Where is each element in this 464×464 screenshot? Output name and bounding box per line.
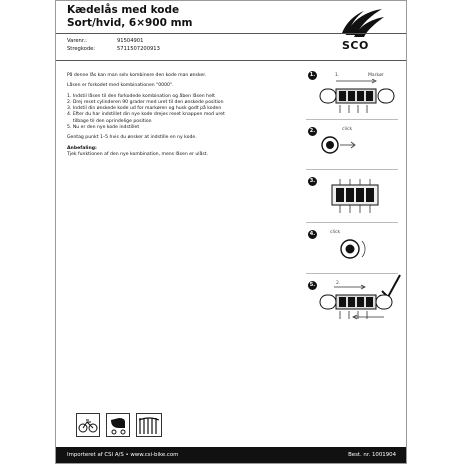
recommendation-text: Tjek funktionen af den nye kombination, mens låsen er ulåst. xyxy=(67,151,209,157)
step-number-1: 1. xyxy=(309,72,316,78)
intro-text: På denne lås kan man selv kombinere den kode man ønsker. xyxy=(67,73,207,78)
varenr-row xyxy=(67,38,143,45)
title-divider xyxy=(56,33,406,34)
step-number-2: 2. xyxy=(309,128,316,134)
gate-icon xyxy=(136,413,162,437)
product-sheet xyxy=(55,0,407,464)
step-illustrations xyxy=(306,67,402,327)
product-subtitle: Sort/hvid, 6×900 mm xyxy=(67,17,193,29)
brand-logo-text: SCO xyxy=(342,39,369,52)
stregkode-value: 5711507200913 xyxy=(117,46,160,52)
varenr-value: 91504901 xyxy=(117,38,144,44)
steps-list xyxy=(67,94,307,132)
reset-cylinder-counterclockwise-icon xyxy=(336,235,376,263)
step-divider xyxy=(306,169,398,170)
header xyxy=(56,1,406,61)
instructions-text xyxy=(67,73,307,158)
step-number-3: 3. xyxy=(309,178,316,184)
bicycle-icon xyxy=(76,413,100,437)
importer-text: Importeret af CSI A/S • www.csi-bike.com xyxy=(67,452,179,458)
step-divider xyxy=(306,222,398,223)
stregkode-label: Stregkode: xyxy=(67,46,96,52)
lock-closed-illustration-icon xyxy=(314,271,402,323)
step-item: 2. Drej reset cylinderen 90 grader med uret til den ønskede position xyxy=(67,99,224,105)
marker-label: Markør xyxy=(368,73,384,78)
factory-code-text: Låsen er forkodet med kombinationen "0000". xyxy=(67,83,174,89)
arrow-label-1: 1. xyxy=(335,73,340,78)
varenr-label: Varenr.: xyxy=(67,38,87,44)
step-item: tilbage til den oprindelige position xyxy=(67,118,152,124)
click-label-1: click xyxy=(342,127,353,132)
step-item: 3. Indstil din ønskede kode ud for markøren og husk godt på koden xyxy=(67,106,222,112)
click-label-2: click xyxy=(330,230,341,235)
lock-open-illustration-icon xyxy=(314,79,402,115)
step-number-4: 4. xyxy=(309,231,316,237)
step-item: 1. Indstil låsen til den forkodede kombination og åben låsen helt xyxy=(67,93,215,99)
code-dials-illustration-icon xyxy=(330,177,380,217)
stroller-icon xyxy=(106,413,130,437)
product-title: Kædelås med kode xyxy=(67,4,180,16)
item-number: Best. nr. 1001904 xyxy=(348,452,396,458)
step-divider xyxy=(306,119,398,120)
step-number-5: 5. xyxy=(309,282,316,288)
recommendation-title: Anbefaling: xyxy=(67,145,97,151)
reset-cylinder-clockwise-icon xyxy=(320,133,360,157)
step-item: 4. Efter du har indstillet din nye kode drejes reset knappen mod uret xyxy=(67,112,225,118)
footer xyxy=(56,447,406,463)
header-divider xyxy=(56,60,406,61)
stregkode-row xyxy=(67,46,160,53)
step-item: 5. Nu er den nye kode indstillet xyxy=(67,125,140,131)
arrow-label-2: 2. xyxy=(336,281,341,286)
repeat-text: Gentag punkt 1–5 hvis du ønsker at indstille en ny kode. xyxy=(67,135,197,141)
